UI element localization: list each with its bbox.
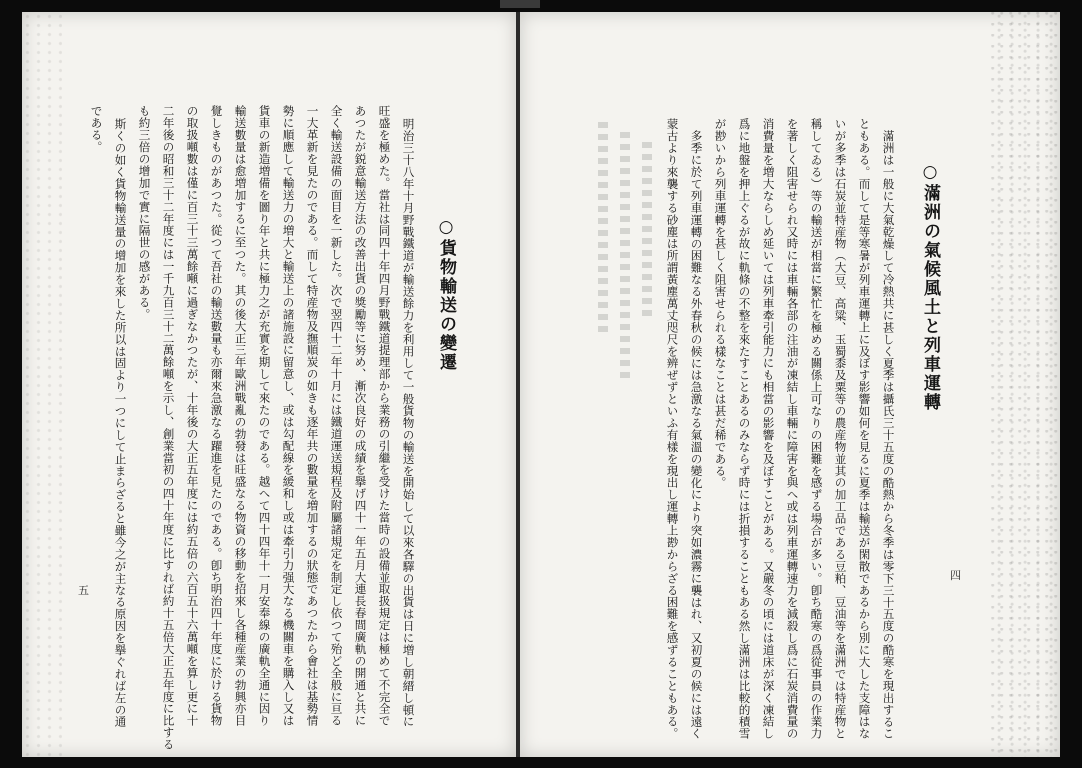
show-through-mark bbox=[642, 142, 652, 322]
scan-marker bbox=[500, 0, 540, 8]
right-line-8: が尠いから列車運轉を甚しく阻害せられる樣なことは甚だ稀である。 bbox=[713, 118, 728, 489]
left-line-13: 斯くの如く貨物輸送量の增加を來した所以は固より一つにして止まらざると雖今之が主なる原因を擧ぐれば左の通 bbox=[113, 118, 128, 728]
right-line-4: 稱してゐる）等の輸送が相當に繁忙を極める關係上可なりの困難を感ずる場合が多い。卽ち酷寒の爲從事員の作業力 bbox=[809, 118, 824, 740]
show-through-mark bbox=[598, 122, 608, 332]
left-line-12: も約三倍の增加で實に隔世の感がある。 bbox=[137, 105, 152, 321]
left-line-3: あつたが鋭意輸送方法の改善出貨の獎勵等に努め、漸次良好の成績を擧げ四十一年五月大連長春間廣軌の開通と共に bbox=[353, 105, 368, 727]
right-line-3: いが多季は石炭並特産物（大豆、高粱、玉蜀黍及粟等の農産物並其の加工品である豆粕、豆油等を滿洲では特産物と bbox=[833, 118, 848, 740]
left-line-2: 旺盛を極めた。當社は同四十年四月野戰鐵道提理部から業務の引繼を受けた當時の設備並取扱規定は極めて不完全で bbox=[377, 105, 392, 727]
left-line-10: の取扱噸數は僅に百三十三萬餘噸に過ぎなかつたが、十年後の大正五年度には約五倍の六百五十六萬噸を算し更に十 bbox=[185, 105, 200, 727]
left-line-14: である。 bbox=[89, 105, 104, 153]
left-line-11: 二年後の昭和三十二年度には一千九百三十二萬餘噸を示し、創業當初の四十年度に比すれば約十五倍大正五年度に比する bbox=[161, 105, 176, 751]
left-line-9: 覺しきものがあつた。從つて吾社の輸送數量も亦爾來急激なる躍進を見たのである。卽ち明治四十年度に於ける貨物 bbox=[209, 105, 224, 727]
left-line-4: 全く輸送設備の面目を一新した。次で翌四十二年十月には鐵道運送規程及附屬諸規定を制定し依つて殆ど全般に亘る bbox=[329, 105, 344, 727]
right-line-2: ともある。而して是等寒暑が列車運轉上に及ぼす影響如何を見るに夏季は輸送が閑散であるから別に大した支障はな bbox=[857, 118, 872, 740]
left-line-8: 輸送數量は愈増加するに至つた。其の後大正三年歐洲戰亂の勃發は旺盛なる物資の移動を招來し各種産業の勃興亦目 bbox=[233, 105, 248, 727]
show-through-mark bbox=[620, 132, 630, 382]
left-line-5: 一大革新を見たのである。而して特産物及撫順炭の如きも逐年共の數量を増加するの狀態であつたから會社は基勢情 bbox=[305, 105, 320, 727]
right-page bbox=[520, 12, 1060, 757]
right-page-heading: ○滿洲の氣候風土と列車運轉 bbox=[920, 162, 940, 412]
right-line-9: 多季に於て列車運轉の困難なる外春秋の候には急激なる氣溫の變化により突如濃霧に襲はれ、又初夏の候には遠く bbox=[689, 130, 704, 740]
left-page bbox=[22, 12, 516, 757]
left-line-1: 明治三十八年十月野戰鐵道が輸送餘力を利用して一般貨物の輸送を開始して以來各驛の出貨は日に増し朝縉し頓に bbox=[401, 118, 416, 728]
left-page-speckle bbox=[22, 12, 62, 757]
left-line-7: 貨車の新造増備を圖り年と共に極力之が充實を期して來たのである。越へて四十四年十一月安奉線の廣軌全通に因り bbox=[257, 105, 272, 727]
right-line-7: 爲に地盤を押上ぐるが故に軌條の不整を來たすことあるのみならず時には折損することもある然し滿洲は比較的積雪 bbox=[737, 118, 752, 740]
left-line-6: 勢に順應して輸送力の増大と輸送上の諸施設に留意し、或は勾配線を緩和し或は牽引力强大なる機關車を購入し又は bbox=[281, 105, 296, 727]
right-page-number: 四 bbox=[950, 569, 961, 582]
left-page-number: 五 bbox=[78, 584, 89, 597]
left-page-heading: ○貨物輸送の變遷 bbox=[436, 217, 456, 372]
right-line-10: 蒙古より來襲する砂塵は所謂黃塵萬丈咫尺を辨ぜずといふ有樣を現出し運轉上尠からざる困難を感ずることもある。 bbox=[665, 118, 680, 740]
right-line-1: 滿洲は一般に大氣乾燥して冷熱共に甚しく夏季は攝氏三十五度の酷熱から冬季は零下三十五度の酷寒を現出するこ bbox=[881, 130, 896, 740]
right-line-6: 消費量を増大ならしめ延いては列車牽引能力にも相當の影響を及ぼすことがある。又嚴冬の頃には道床が深く凍結し bbox=[761, 118, 776, 740]
right-page-speckle bbox=[990, 12, 1060, 757]
right-line-5: を著しく阻害せられ又時には車輛各部の注油が凍結し車輛に障害を與へ或は列車運轉速力を減殺し爲に石炭消費量の bbox=[785, 118, 800, 740]
